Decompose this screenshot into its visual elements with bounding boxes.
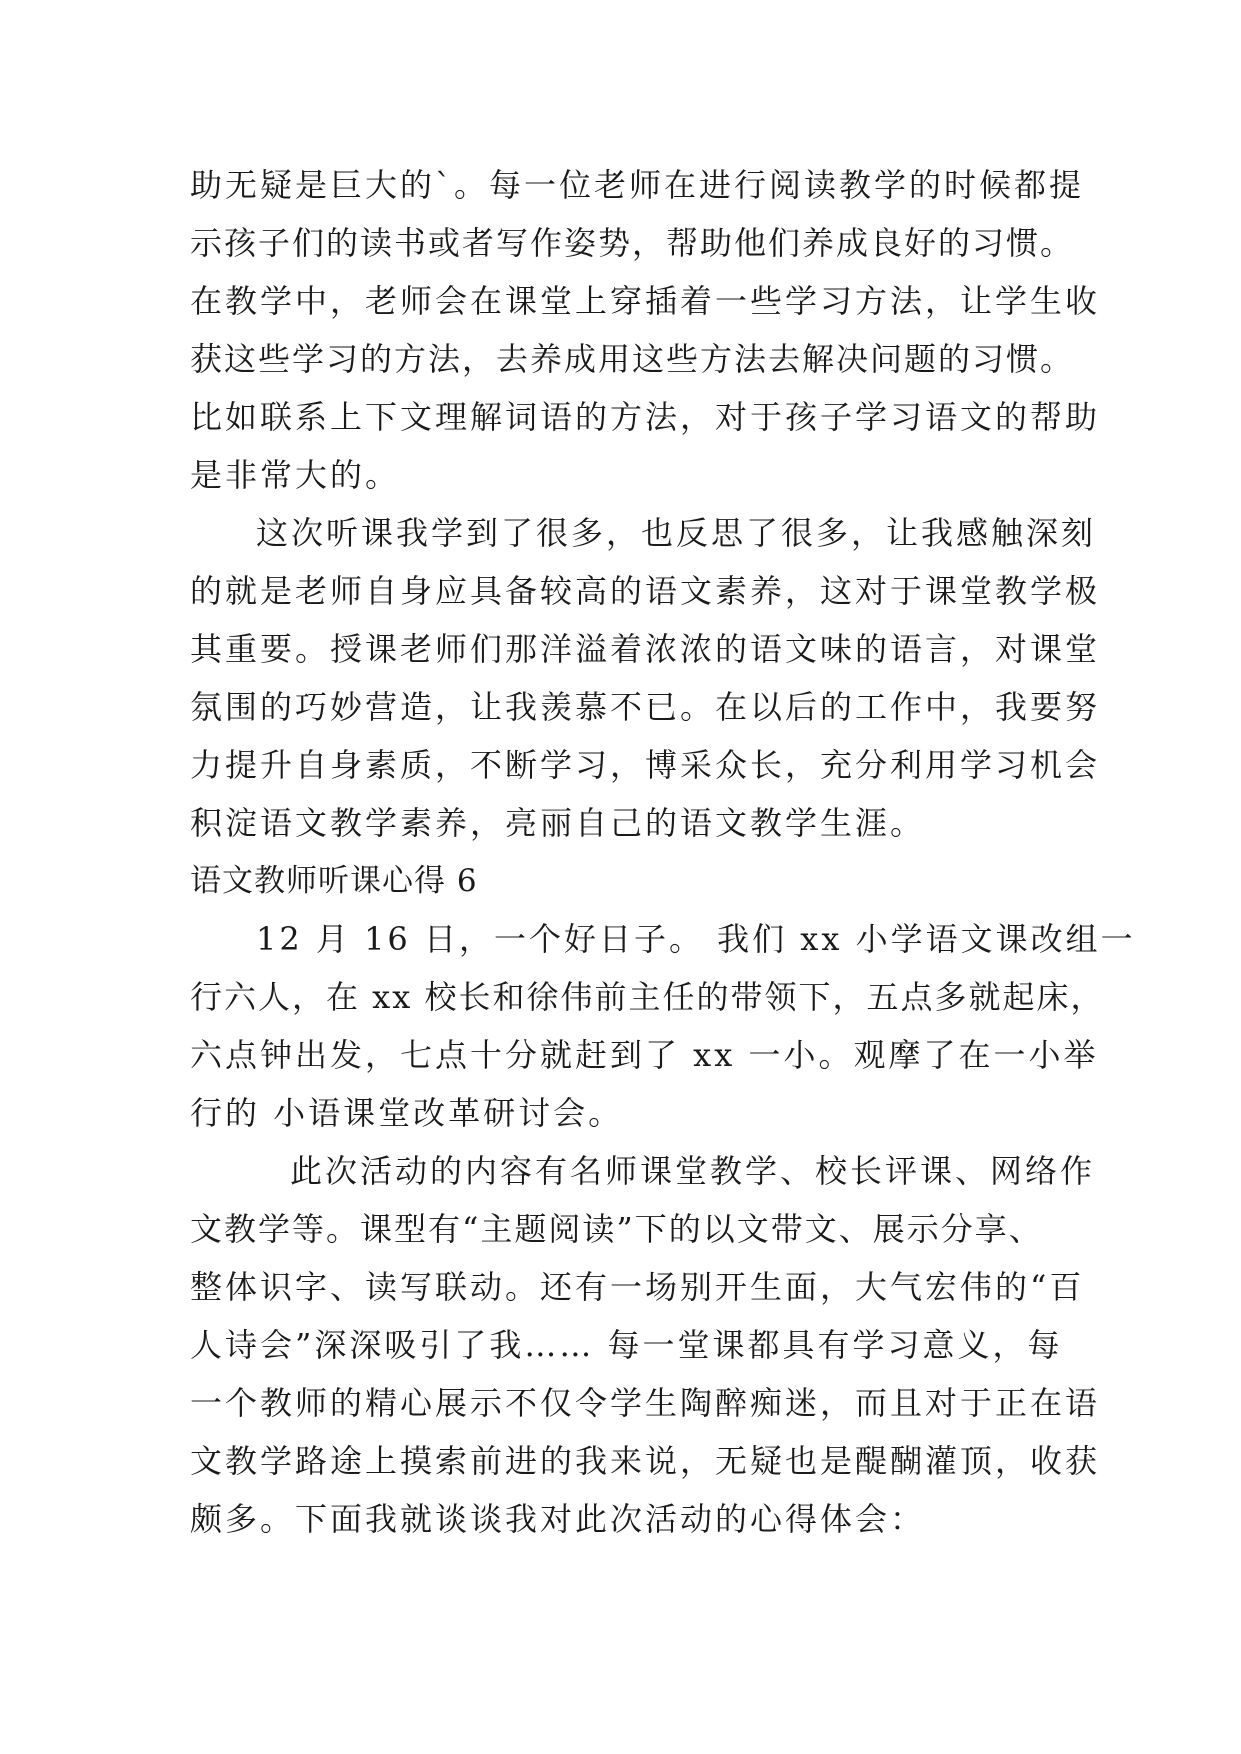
text-line: 助无疑是巨大的`。每一位老师在进行阅读教学的时候都提: [190, 166, 1085, 204]
document-body: [190, 156, 1136, 1548]
text-line: 力提升自身素质，不断学习，博采众长，充分利用学习机会: [190, 746, 1101, 784]
text-line: 获这些学习的方法，去养成用这些方法去解决问题的习惯。: [190, 340, 1075, 378]
text-line: 的就是老师自身应具备较高的语文素养，这对于课堂教学极: [190, 572, 1101, 610]
text-line: 文教学路途上摸索前进的我来说，无疑也是醍醐灌顶，收获: [190, 1442, 1101, 1480]
paragraph-start-line: 12 月 16 日，一个好日子。 我们 xx 小学语文课改组一: [256, 920, 1136, 958]
section-heading: 语文教师听课心得 6: [190, 863, 478, 899]
text-line: 示孩子们的读书或者写作姿势，帮助他们养成良好的习惯。: [190, 224, 1075, 262]
paragraph-start-line: 这次听课我学到了很多，也反思了很多，让我感触深刻: [256, 514, 1097, 552]
text-line: 行六人，在 xx 校长和徐伟前主任的带领下，五点多就起床，: [190, 978, 1105, 1016]
text-line: 整体识字、读写联动。还有一场别开生面，大气宏伟的“百: [190, 1268, 1085, 1306]
text-line: 六点钟出发，七点十分就赶到了 xx 一小。观摩了在一小举: [190, 1036, 1099, 1074]
text-line: 积淀语文教学素养，亮丽自己的语文教学生涯。: [190, 804, 926, 842]
text-line: 文教学等。课型有“主题阅读”下的以文带文、展示分享、: [190, 1210, 1043, 1248]
text-line: 在教学中，老师会在课堂上穿插着一些学习方法，让学生收: [190, 282, 1101, 320]
text-line: 颇多。下面我就谈谈我对此次活动的心得体会：: [190, 1500, 926, 1538]
text-line: 其重要。授课老师们那洋溢着浓浓的语文味的语言，对课堂: [190, 630, 1101, 668]
text-line: 氛围的巧妙营造，让我羡慕不已。在以后的工作中，我要努: [190, 688, 1101, 726]
text-line: 比如联系上下文理解词语的方法，对于孩子学习语文的帮助: [190, 398, 1101, 436]
text-line: 人诗会”深深吸引了我…… 每一堂课都具有学习意义，每: [190, 1326, 1063, 1364]
text-line: 一个教师的精心展示不仅令学生陶醉痴迷，而且对于正在语: [190, 1384, 1101, 1422]
text-line: 行的 小语课堂改革研讨会。: [190, 1094, 624, 1132]
text-line: 是非常大的。: [190, 456, 401, 494]
paragraph-start-line: 此次活动的内容有名师课堂教学、校长评课、网络作: [290, 1152, 1096, 1190]
